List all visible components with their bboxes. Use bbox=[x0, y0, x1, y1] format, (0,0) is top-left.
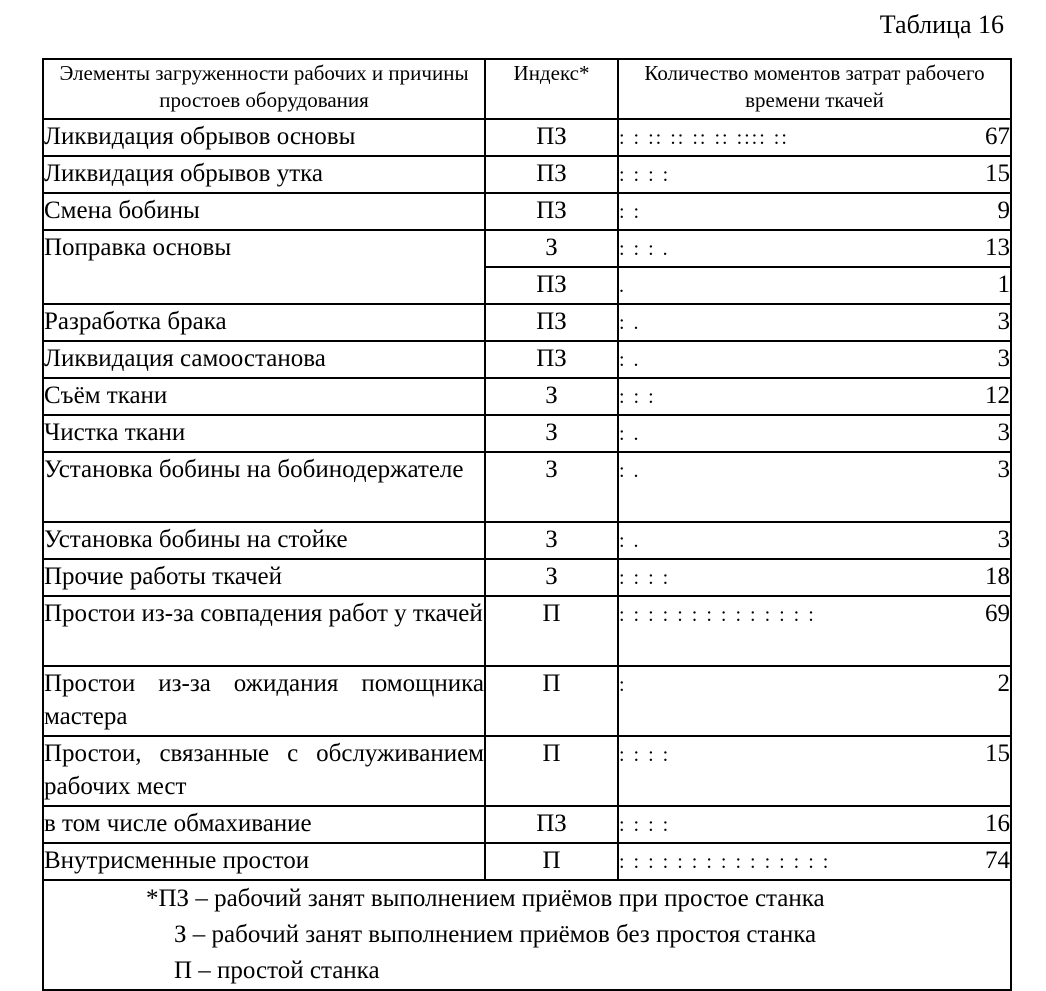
row-index: ПЗ bbox=[485, 806, 618, 843]
row-count: 13 bbox=[985, 234, 1010, 261]
row-quantity bbox=[618, 452, 1011, 522]
row-quantity bbox=[618, 596, 1011, 666]
table-row bbox=[43, 522, 1011, 559]
tally-marks: : : : . bbox=[619, 238, 670, 260]
tally-marks: : . bbox=[619, 460, 641, 482]
row-quantity bbox=[618, 193, 1011, 230]
row-index: З bbox=[485, 522, 618, 559]
row-quantity bbox=[618, 119, 1011, 156]
header-elements: Элементы загруженности рабочих и причины простоев оборудования bbox=[43, 59, 485, 119]
row-index: ПЗ bbox=[485, 341, 618, 378]
table-row bbox=[43, 415, 1011, 452]
table-row bbox=[43, 452, 1011, 522]
footnote bbox=[43, 880, 1011, 990]
row-count: 2 bbox=[997, 670, 1010, 697]
header-index: Индекс* bbox=[485, 59, 618, 119]
table-caption: Таблица 16 bbox=[879, 10, 1004, 39]
table-row bbox=[43, 304, 1011, 341]
table-row bbox=[43, 736, 1011, 806]
tally-marks: : : : : : : : : : : : : : : : bbox=[619, 851, 831, 873]
row-name: Установка бобины на бобинодержателе bbox=[43, 452, 485, 522]
row-name: Установка бобины на стойке bbox=[43, 522, 485, 559]
footnote-line-p: П – простой станка bbox=[174, 957, 380, 984]
row-index: П bbox=[485, 736, 618, 806]
tally-marks: : bbox=[619, 674, 627, 696]
table-row bbox=[43, 378, 1011, 415]
row-count: 74 bbox=[985, 847, 1010, 874]
row-count: 67 bbox=[985, 123, 1010, 150]
row-quantity bbox=[618, 806, 1011, 843]
row-quantity bbox=[618, 378, 1011, 415]
row-quantity bbox=[618, 304, 1011, 341]
footnote-line-pz: *ПЗ – рабочий занят выполнением приёмов при простое станка bbox=[146, 885, 825, 912]
row-count: 18 bbox=[985, 563, 1010, 590]
row-count: 3 bbox=[997, 526, 1010, 553]
row-index: П bbox=[485, 596, 618, 666]
row-count: 3 bbox=[997, 456, 1010, 483]
row-name: Ликвидация самоостанова bbox=[43, 341, 485, 378]
row-quantity bbox=[618, 522, 1011, 559]
table-row bbox=[43, 559, 1011, 596]
tally-marks: : . bbox=[619, 312, 641, 334]
row-count: 3 bbox=[997, 308, 1010, 335]
row-name: Поправка основы bbox=[43, 230, 485, 304]
row-name: Простои из-за совпадения работ у ткачей bbox=[43, 596, 485, 666]
row-name: Простои, связанные с обслуживанием рабочих мест bbox=[43, 736, 485, 806]
row-name: Прочие работы ткачей bbox=[43, 559, 485, 596]
row-quantity bbox=[618, 230, 1011, 267]
data-table bbox=[42, 58, 1012, 991]
row-index: ПЗ bbox=[485, 193, 618, 230]
tally-marks: : : : : bbox=[619, 567, 671, 589]
row-count: 1 bbox=[997, 271, 1010, 298]
row-index: З bbox=[485, 452, 618, 522]
tally-marks: : : : : bbox=[619, 744, 671, 766]
header-count: Количество моментов затрат рабочего времени ткачей bbox=[618, 59, 1011, 119]
row-count: 15 bbox=[985, 740, 1010, 767]
row-index: З bbox=[485, 378, 618, 415]
row-quantity bbox=[618, 341, 1011, 378]
tally-marks: : : bbox=[619, 201, 642, 223]
tally-marks: : . bbox=[619, 349, 641, 371]
tally-marks: : : :: :: :: :: :::: :: bbox=[619, 127, 789, 149]
row-name: Простои из-за ожидания помощника мастера bbox=[43, 666, 485, 736]
row-index: П bbox=[485, 843, 618, 880]
row-count: 15 bbox=[985, 160, 1010, 187]
table-header-row bbox=[43, 59, 1011, 119]
footnote-row bbox=[43, 880, 1011, 990]
table-row bbox=[43, 806, 1011, 843]
table-row bbox=[43, 341, 1011, 378]
row-index: П bbox=[485, 666, 618, 736]
tally-marks: : . bbox=[619, 423, 641, 445]
row-quantity bbox=[618, 415, 1011, 452]
footnote-line-z: З – рабочий занят выполнением приёмов без простоя станка bbox=[174, 921, 817, 948]
row-quantity bbox=[618, 736, 1011, 806]
table-row bbox=[43, 843, 1011, 880]
row-name: в том числе обмахивание bbox=[43, 806, 485, 843]
row-count: 3 bbox=[997, 345, 1010, 372]
tally-marks: : : : : bbox=[619, 814, 671, 836]
row-index: ПЗ bbox=[485, 267, 618, 304]
row-index: З bbox=[485, 230, 618, 267]
table-row bbox=[43, 666, 1011, 736]
tally-marks: . bbox=[619, 275, 626, 297]
table-row bbox=[43, 119, 1011, 156]
row-name: Ликвидация обрывов утка bbox=[43, 156, 485, 193]
row-name: Ликвидация обрывов основы bbox=[43, 119, 485, 156]
row-count: 16 bbox=[985, 810, 1010, 837]
table-row bbox=[43, 193, 1011, 230]
row-name: Смена бобины bbox=[43, 193, 485, 230]
row-count: 3 bbox=[997, 419, 1010, 446]
row-index: ПЗ bbox=[485, 119, 618, 156]
tally-marks: : . bbox=[619, 530, 641, 552]
row-name: Съём ткани bbox=[43, 378, 485, 415]
row-quantity bbox=[618, 559, 1011, 596]
row-quantity bbox=[618, 666, 1011, 736]
row-count: 69 bbox=[985, 600, 1010, 627]
row-index: З bbox=[485, 415, 618, 452]
table-row bbox=[43, 230, 1011, 267]
tally-marks: : : : : : : : : : : : : : : bbox=[619, 604, 816, 626]
row-name: Чистка ткани bbox=[43, 415, 485, 452]
table-row bbox=[43, 156, 1011, 193]
tally-marks: : : : : bbox=[619, 164, 671, 186]
tally-marks: : : : bbox=[619, 386, 656, 408]
row-index: ПЗ bbox=[485, 156, 618, 193]
row-name: Разработка брака bbox=[43, 304, 485, 341]
row-count: 9 bbox=[997, 197, 1010, 224]
row-index: З bbox=[485, 559, 618, 596]
row-name: Внутрисменные простои bbox=[43, 843, 485, 880]
row-quantity bbox=[618, 843, 1011, 880]
table-row bbox=[43, 596, 1011, 666]
row-count: 12 bbox=[985, 382, 1010, 409]
row-quantity bbox=[618, 156, 1011, 193]
row-quantity bbox=[618, 267, 1011, 304]
row-index: ПЗ bbox=[485, 304, 618, 341]
